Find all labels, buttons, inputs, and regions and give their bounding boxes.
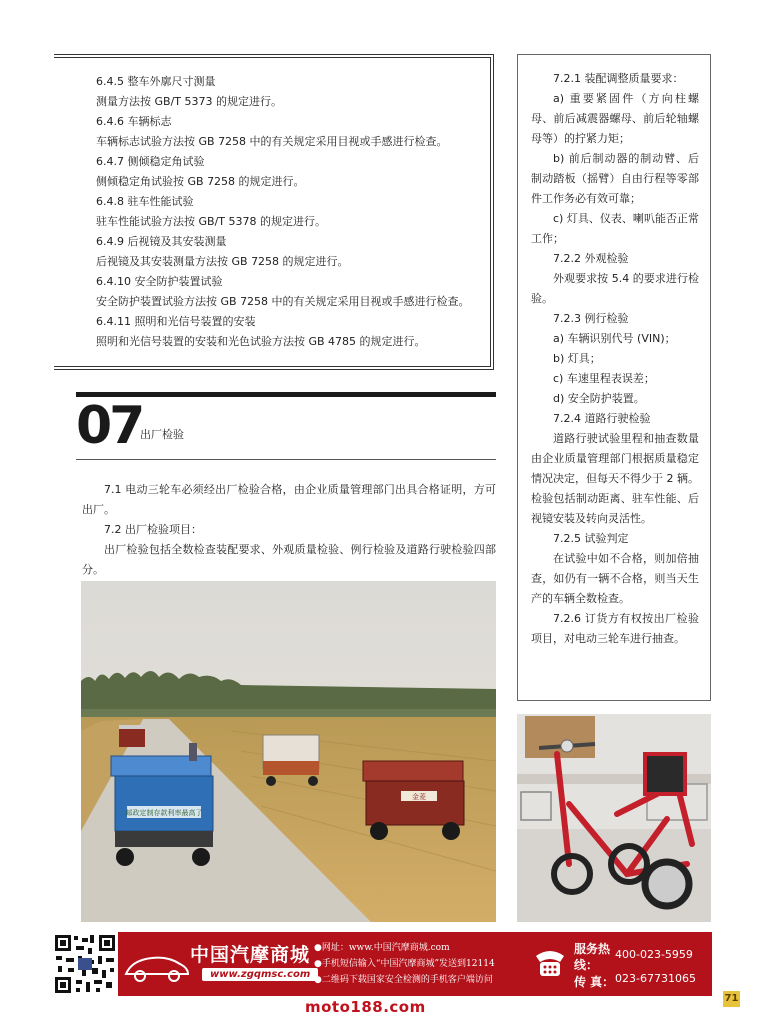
inspection-paragraph: 道路行驶试验里程和抽查数量由企业质量管理部门根据质量稳定情况决定，但每天不得少于 2 辆。检验包括制动距离、驻车性能、后视镜安装及转向灵活性。 [531, 432, 699, 525]
car-logo-icon [122, 946, 192, 986]
test-item-heading: 6.4.9 后视镜及其安装测量 [96, 235, 227, 248]
test-item-heading: 6.4.7 侧倾稳定角试验 [96, 155, 205, 168]
inspection-paragraph: 7.2.5 试验判定 [553, 532, 629, 545]
section-body [82, 480, 496, 580]
field-test-photo [81, 581, 496, 922]
body-paragraph: 7.1 电动三轮车必须经出厂检验合格，由企业质量管理部门出具合格证明，方可出厂。 [82, 483, 496, 516]
inspection-paragraph: 在试验中如不合格，则加倍抽查，如仍有一辆不合格，则当天生产的车辆全数检查。 [531, 552, 699, 605]
inspection-paragraph: c) 车速里程表误差； [553, 372, 655, 385]
body-paragraph: 7.2 出厂检验项目： [104, 523, 202, 536]
inspection-details-box [517, 54, 711, 701]
section-number: 07 [76, 396, 143, 456]
service-number[interactable]: 400-023-5959 [615, 948, 693, 961]
service-label: 服务热线： [574, 942, 611, 972]
test-item-text: 车辆标志试验方法按 GB 7258 中的有关规定采用目视或手感进行检查。 [96, 135, 448, 148]
footer-site-url[interactable]: moto188.com [305, 998, 426, 1016]
inspection-paragraph: a) 重要紧固件（方向柱螺母、前后减震器螺母、前后轮轴螺母等）的拧紧力矩； [531, 92, 699, 145]
inspection-paragraph: 7.2.2 外观检验 [553, 252, 629, 265]
test-item-text: 安全防护装置试验方法按 GB 7258 中的有关规定采用目视或手感进行检查。 [96, 295, 470, 308]
inspection-paragraph: 7.2.1 装配调整质量要求： [553, 72, 684, 85]
body-paragraph: 出厂检验包括全数检查装配要求、外观质量检验、例行检验及道路行驶检验四部分。 [82, 543, 496, 576]
test-item-text: 驻车性能试验方法按 GB/T 5378 的规定进行。 [96, 215, 326, 228]
phone-icon [532, 946, 568, 980]
fax-label: 传 真： [574, 975, 615, 989]
inspection-paragraph: 7.2.6 订货方有权按出厂检验项目，对电动三轮车进行抽查。 [531, 612, 699, 645]
inspection-paragraph: 7.2.3 例行检验 [553, 312, 629, 325]
test-item-text: 侧倾稳定角试验按 GB 7258 的规定进行。 [96, 175, 305, 188]
test-item-text: 后视镜及其安装测量方法按 GB 7258 的规定进行。 [96, 255, 349, 268]
section-title: 出厂检验 [140, 428, 184, 441]
page-number: 71 [723, 991, 740, 1007]
inspection-paragraph: 7.2.4 道路行驶检验 [553, 412, 651, 425]
test-item-heading: 6.4.6 车辆标志 [96, 115, 172, 128]
inspection-paragraph: a) 车辆识别代号 (VIN)； [553, 332, 676, 345]
inspection-paragraph: 外观要求按 5.4 的要求进行检验。 [531, 272, 699, 305]
inspection-paragraph: c) 灯具、仪表、喇叭能否正常工作； [531, 212, 699, 245]
ad-line-qr: ●二维码下载国家安全检测的手机客户端访问 [314, 975, 493, 985]
blue-truck-sign: 邮政定制存款利率最高了 [125, 809, 203, 817]
ad-line-sms: ●手机短信输入“中国汽摩商城”发送到12114 [314, 959, 495, 969]
test-item-text: 照明和光信号装置的安装和光色试验方法按 GB 4785 的规定进行。 [96, 335, 426, 348]
fax-number: 023-67731065 [615, 972, 696, 985]
inspection-paragraph: b) 灯具； [553, 352, 601, 365]
test-item-heading: 6.4.10 安全防护装置试验 [96, 275, 223, 288]
ad-line-website: ●网址：www.中国汽摩商城.com [314, 943, 450, 953]
inspection-details-text [531, 69, 699, 649]
brand-url[interactable]: www.zgqmsc.com [202, 968, 318, 981]
test-item-text: 测量方法按 GB/T 5373 的规定进行。 [96, 95, 282, 108]
test-item-heading: 6.4.11 照明和光信号装置的安装 [96, 315, 256, 328]
inspection-paragraph: d) 安全防护装置。 [553, 392, 645, 405]
test-item-heading: 6.4.5 整车外廓尺寸测量 [96, 75, 216, 88]
test-methods-box [54, 54, 494, 370]
red-truck-sign: 金菱 [412, 793, 426, 801]
brand-name: 中国汽摩商城 [190, 944, 311, 966]
qr-code[interactable] [52, 932, 118, 996]
test-item-heading: 6.4.8 驻车性能试验 [96, 195, 194, 208]
electric-tricycle-photo [517, 714, 711, 922]
test-methods-list [96, 72, 470, 352]
section-underline [76, 459, 496, 460]
inspection-paragraph: b) 前后制动器的制动臂、后制动踏板（摇臂）自由行程等零部件工作务必有效可靠； [531, 152, 699, 205]
ad-banner[interactable] [52, 932, 712, 996]
